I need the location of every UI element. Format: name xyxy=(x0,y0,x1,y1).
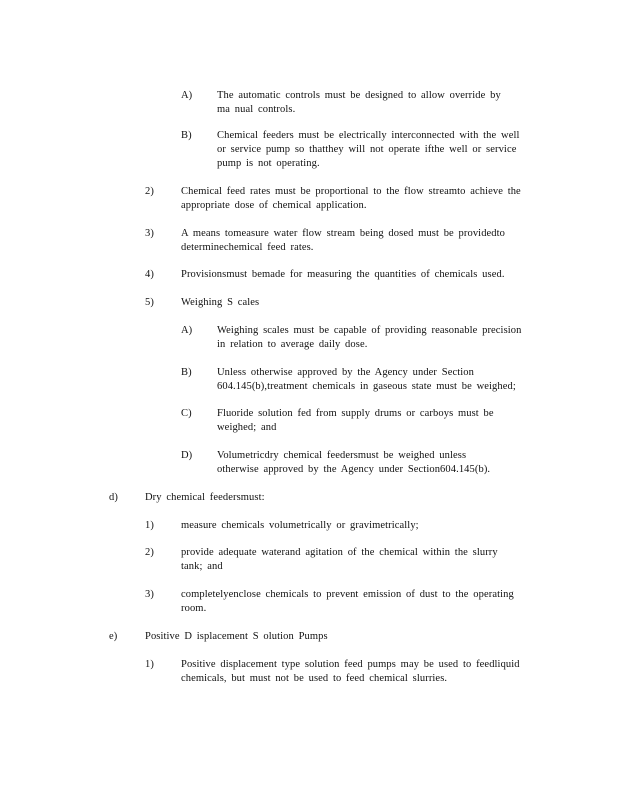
item-text: The automatic controls must be designed to allow override by ma nual controls. xyxy=(217,90,501,115)
item-text: Chemical feed rates must be proportional to the flow streamto achieve the appropriate dose of chemical application. xyxy=(181,186,521,211)
item-heading: Weighing S cales xyxy=(181,297,260,308)
item-text: Provisionsmust bemade for measuring the quantities of chemicals used. xyxy=(181,269,505,280)
item-heading: Dry chemical feedersmust: xyxy=(145,492,265,503)
item-text: Chemical feeders must be electrically interconnected with the well or service pump so thatthey will not operate ifthe well or service pump is not operating. xyxy=(217,130,520,169)
item-marker: d) xyxy=(109,492,118,503)
item-marker: B) xyxy=(181,130,192,141)
item-text: Fluoride solution fed from supply drums or carboys must be weighed; and xyxy=(217,408,494,433)
item-marker: 2) xyxy=(145,186,154,197)
item-text: provide adequate waterand agitation of the chemical within the slurry tank; and xyxy=(181,547,498,572)
item-marker: 1) xyxy=(145,659,154,670)
item-text: Weighing scales must be capable of providing reasonable precision in relation to average daily dose. xyxy=(217,325,522,350)
item-marker: 2) xyxy=(145,547,154,558)
item-marker: A) xyxy=(181,325,193,336)
item-marker: 3) xyxy=(145,228,154,239)
item-marker: 1) xyxy=(145,520,154,531)
item-marker: C) xyxy=(181,408,192,419)
item-text: Unless otherwise approved by the Agency under Section 604.145(b),treatment chemicals in gaseous state must be weighed; xyxy=(217,367,516,392)
item-marker: 4) xyxy=(145,269,154,280)
item-marker: D) xyxy=(181,450,193,461)
item-marker: B) xyxy=(181,367,192,378)
item-marker: e) xyxy=(109,631,118,642)
item-text: A means tomeasure water flow stream being dosed must be providedto determinechemical feed rates. xyxy=(181,228,506,253)
item-text: measure chemicals volumetrically or gravimetrically; xyxy=(181,520,419,531)
item-text: completelyenclose chemicals to prevent emission of dust to the operating room. xyxy=(181,589,514,614)
item-heading: Positive D isplacement S olution Pumps xyxy=(145,631,328,642)
item-marker: A) xyxy=(181,90,193,101)
item-marker: 5) xyxy=(145,297,154,308)
item-marker: 3) xyxy=(145,589,154,600)
item-text: Positive displacement type solution feed pumps may be used to feedliquid chemicals, but must not be used to feed chemical slurries. xyxy=(181,659,520,684)
item-text: Volumetricdry chemical feedersmust be weighed unless otherwise approved by the Agency under Section604.145(b). xyxy=(217,450,491,475)
